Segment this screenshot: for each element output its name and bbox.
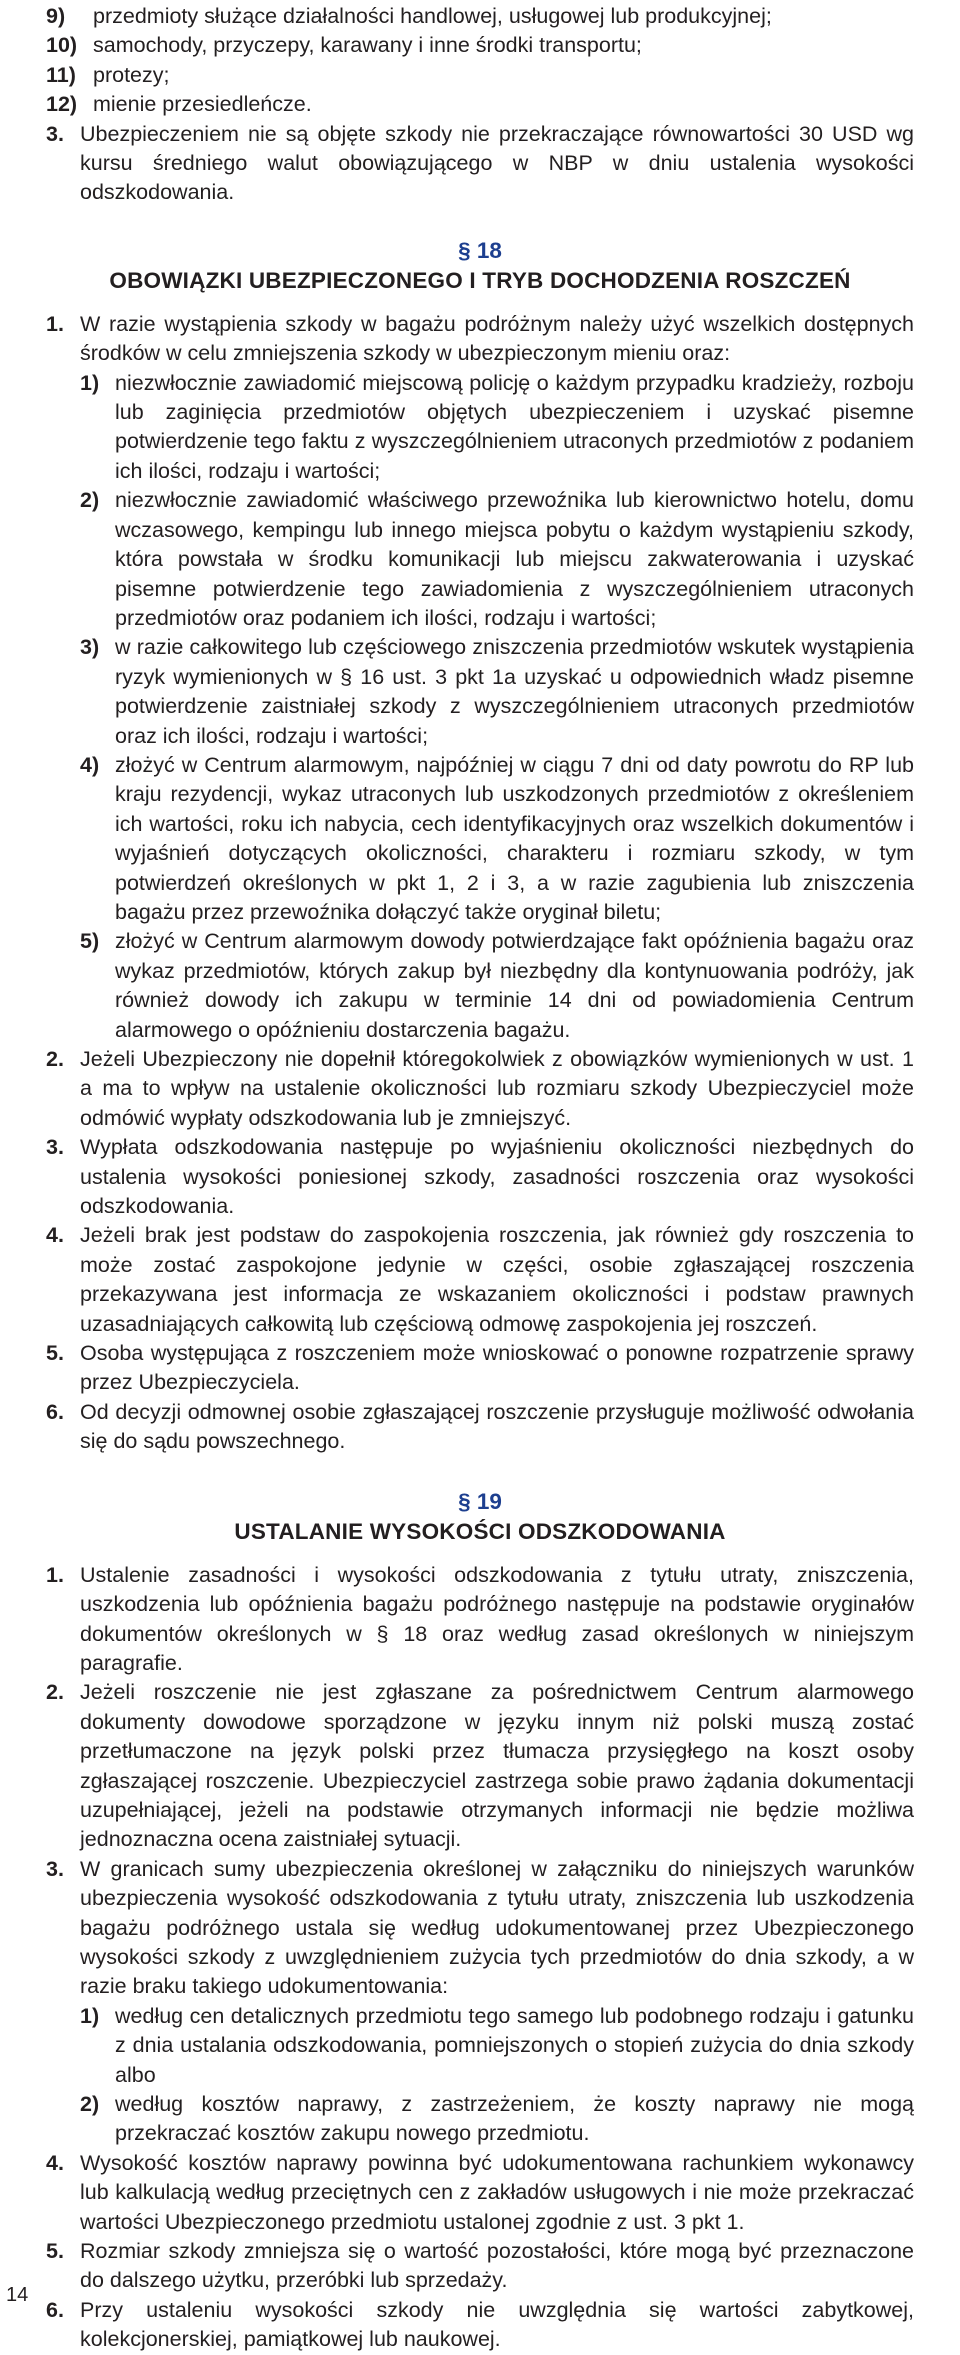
item-text: przedmioty służące działalności handlowej, usługowej lub produkcyjnej; bbox=[93, 4, 772, 28]
section-19-heading bbox=[46, 1487, 914, 1547]
item-text: protezy; bbox=[93, 62, 170, 87]
item-number: 2. bbox=[46, 1680, 64, 1705]
item-text: Wypłata odszkodowania następuje po wyjaśnieniu okoliczności niezbędnych do ustalenia wysokości poniesionej szkody, zasadności roszczenia oraz wysokości odszkodowania. bbox=[80, 1135, 914, 1219]
item-text: według cen detalicznych przedmiotu tego samego lub podobnego rodzaju i gatunku z dnia ustalania odszkodowania, pomniejszonych o stopień zużycia do dnia szkody albo bbox=[115, 2003, 914, 2087]
sub-list-item bbox=[80, 2002, 914, 2090]
section-title: OBOWIĄZKI UBEZPIECZONEGO I TRYB DOCHODZENIA ROSZCZEŃ bbox=[109, 267, 851, 293]
item-text: niezwłocznie zawiadomić miejscową policję o każdym przypadku kradzieży, rozboju lub zaginięcia przedmiotów objętych ubezpieczeniem i uzyskać pisemne potwierdzenie tego faktu z wyszczególnieniem utraconych przedmiotów z podaniem ich ilości, rodzaju i wartości; bbox=[115, 370, 914, 483]
item-text: Przy ustaleniu wysokości szkody nie uwzględnia się wartości zabytkowej, kolekcjonerskiej, pamiątkowej lub naukowej. bbox=[80, 2297, 914, 2352]
list-item bbox=[46, 120, 914, 208]
item-text: samochody, przyczepy, karawany i inne środki transportu; bbox=[93, 33, 642, 58]
item-number: 3. bbox=[46, 121, 64, 146]
item-text: Jeżeli brak jest podstaw do zaspokojenia roszczenia, jak również gdy roszczenia to może zostać zaspokojone jedynie w części, osobie zgłaszającej roszczenia przekazywana jest informacja ze wskazaniem okoliczności i podstaw prawnych uzasadniających całkowitą lub częściową odmowę zaspokojenia jej roszczeń. bbox=[80, 1223, 914, 1336]
list-item bbox=[46, 310, 914, 369]
item-number: 3. bbox=[46, 1856, 64, 1881]
item-number: 6. bbox=[46, 1399, 64, 1424]
item-text: Jeżeli Ubezpieczony nie dopełnił któregokolwiek z obowiązków wymienionych w ust. 1 a ma to wpływ na ustalenie okoliczności lub rozmiaru szkody Ubezpieczyciel może odmówić wypłaty odszkodowania lub je zmniejszyć. bbox=[80, 1047, 914, 1130]
item-text: niezwłocznie zawiadomić właściwego przewoźnika lub kierownictwo hotelu, domu wczasowego, kempingu lub innego miejsca pobytu o każdym wystąpieniu szkody, która powstała w środku komunikacji lub miejscu zakwaterowania i uzyskać pisemne potwierdzenie tego zawiadomienia z wyszczególnieniem utraconych przedmiotów oraz podaniem ich ilości, rodzaju i wartości; bbox=[115, 488, 914, 630]
item-number: 4. bbox=[46, 1223, 64, 1248]
sub-list-item bbox=[80, 751, 914, 927]
list-item bbox=[46, 1339, 914, 1398]
section-sign: § 19 bbox=[458, 1488, 502, 1514]
item-number: 5. bbox=[46, 2239, 64, 2264]
item-number: 10) bbox=[46, 33, 78, 58]
list-item bbox=[46, 90, 914, 119]
section-18-body bbox=[46, 310, 914, 1457]
section-title: USTALANIE WYSOKOŚCI ODSZKODOWANIA bbox=[234, 1518, 726, 1544]
item-number: 6. bbox=[46, 2297, 64, 2322]
item-number: 2) bbox=[80, 488, 100, 513]
item-text: mienie przesiedleńcze. bbox=[93, 92, 312, 117]
item-number: 5) bbox=[80, 929, 100, 954]
item-number: 2) bbox=[80, 2092, 100, 2116]
list-item bbox=[46, 1221, 914, 1339]
document-page bbox=[46, 2, 914, 2355]
sub-list-item bbox=[80, 633, 914, 751]
item-number: 1. bbox=[46, 1562, 64, 1587]
item-text: Rozmiar szkody zmniejsza się o wartość pozostałości, które mogą być przeznaczone do dalszego użytku, przeróbki lub sprzedaży. bbox=[80, 2239, 914, 2293]
section-sign: § 18 bbox=[458, 237, 502, 263]
item-number: 1) bbox=[80, 2003, 100, 2028]
list-item bbox=[46, 2149, 914, 2237]
item-text: w razie całkowitego lub częściowego zniszczenia przedmiotów wskutek wystąpienia ryzyk wymienionych w § 16 ust. 3 pkt 1a uzyskać u odpowiednich władz pisemne potwierdzenie zaistniałej szkody z wyszczególnieniem utraconych przedmiotów oraz ich ilości, rodzaju i wartości; bbox=[115, 635, 914, 748]
item-text: Od decyzji odmownej osobie zgłaszającej roszczenie przysługuje możliwość odwołania się do sądu powszechnego. bbox=[80, 1399, 914, 1454]
section-18-heading bbox=[46, 236, 914, 296]
list-item bbox=[46, 1045, 914, 1133]
item-number: 4. bbox=[46, 2150, 64, 2175]
item-number: 12) bbox=[46, 92, 78, 117]
item-text: W razie wystąpienia szkody w bagażu podróżnym należy użyć wszelkich dostępnych środków w celu zmniejszenia szkody w ubezpieczonym mieniu oraz: bbox=[80, 311, 914, 366]
item-text: Ustalenie zasadności i wysokości odszkodowania z tytułu utraty, zniszczenia, uszkodzenia lub opóźnienia bagażu podróżnego następuje na podstawie oryginałów dokumentów określonych w § 18 oraz według zasad określonych w niniejszym paragrafie. bbox=[80, 1562, 914, 1675]
item-text: Osoba występująca z roszczeniem może wnioskować o ponowne rozpatrzenie sprawy przez Ubezpieczyciela. bbox=[80, 1341, 914, 1395]
item-number: 1) bbox=[80, 370, 100, 395]
sub-list-item bbox=[80, 369, 914, 487]
section-19-body bbox=[46, 1561, 914, 2355]
list-item bbox=[46, 2237, 914, 2296]
item-text: Ubezpieczeniem nie są objęte szkody nie przekraczające równowartości 30 USD wg kursu średniego walut obowiązującego w NBP w dniu ustalenia wysokości odszkodowania. bbox=[80, 121, 914, 205]
item-text: według kosztów naprawy, z zastrzeżeniem, że koszty naprawy nie mogą przekraczać kosztów zakupu nowego przedmiotu. bbox=[115, 2092, 914, 2146]
list-item bbox=[46, 2296, 914, 2355]
item-number: 5. bbox=[46, 1341, 64, 1366]
sub-list-item bbox=[80, 2090, 914, 2149]
list-item bbox=[46, 31, 914, 60]
list-item bbox=[46, 2, 914, 31]
item-number: 1. bbox=[46, 311, 64, 336]
list-item bbox=[46, 1561, 914, 1679]
item-text: W granicach sumy ubezpieczenia określonej w załączniku do niniejszych warunków ubezpieczenia wysokość odszkodowania z tytułu utraty, zniszczenia lub uszkodzenia bagażu podróżnego ustala się według udokumentowanej przez Ubezpieczonego wysokości szkody z uwzględnieniem zużycia tych przedmiotów do dnia szkody, a w razie braku takiego udokumentowania: bbox=[80, 1856, 914, 1999]
item-text: Wysokość kosztów naprawy powinna być udokumentowana rachunkiem wykonawcy lub kalkulacją według przeciętnych cen z zakładów usługowych i nie może przekraczać wartości Ubezpieczonego przedmiotu ustalonej zgodnie z ust. 3 pkt 1. bbox=[80, 2150, 914, 2234]
item-text: Jeżeli roszczenie nie jest zgłaszane za pośrednictwem Centrum alarmowego dokumenty dowodowe sporządzone w języku innym niż polski muszą zostać przetłumaczone na język polski przez tłumacza przysięgłego na koszt osoby zgłaszającej roszczenie. Ubezpieczyciel zastrzega sobie prawo żądania dokumentacji uzupełniającej, jeżeli na podstawie otrzymanych informacji nie będzie możliwa jednoznaczna ocena zaistniałej sytuacji. bbox=[80, 1680, 914, 1852]
item-number: 3) bbox=[80, 635, 100, 660]
item-number: 4) bbox=[80, 752, 100, 777]
list-item bbox=[46, 1855, 914, 2002]
list-item bbox=[46, 1398, 914, 1457]
list-item bbox=[46, 1678, 914, 1854]
page-number: 14 bbox=[6, 2284, 29, 2306]
item-number: 11) bbox=[46, 62, 76, 87]
item-number: 9) bbox=[46, 4, 66, 28]
list-item bbox=[46, 61, 914, 90]
sub-list-item bbox=[80, 927, 914, 1045]
list-item bbox=[46, 1133, 914, 1221]
item-text: złożyć w Centrum alarmowym, najpóźniej w ciągu 7 dni od daty powrotu do RP lub kraju rezydencji, wykaz utraconych lub uszkodzonych przedmiotów z określeniem ich wartości, roku ich nabycia, cech identyfikacyjnych oraz wszelkich dokumentów i wyjaśnień dotyczących okoliczności, charakteru i rozmiaru szkody, w tym potwierdzeń określonych w pkt 1, 2 i 3, a w razie zagubienia lub zniszczenia bagażu przez przewoźnika dołączyć także oryginał biletu; bbox=[115, 752, 914, 924]
item-number: 2. bbox=[46, 1047, 64, 1071]
item-text: złożyć w Centrum alarmowym dowody potwierdzające fakt opóźnienia bagażu oraz wykaz przedmiotów, których zakup był niezbędny dla kontynuowania podróży, jak również dowody ich zakupu w terminie 14 dni od powiadomienia Centrum alarmowego o opóźnieniu dostarczenia bagażu. bbox=[115, 929, 914, 1042]
item-number: 3. bbox=[46, 1135, 64, 1160]
sub-list-item bbox=[80, 486, 914, 633]
